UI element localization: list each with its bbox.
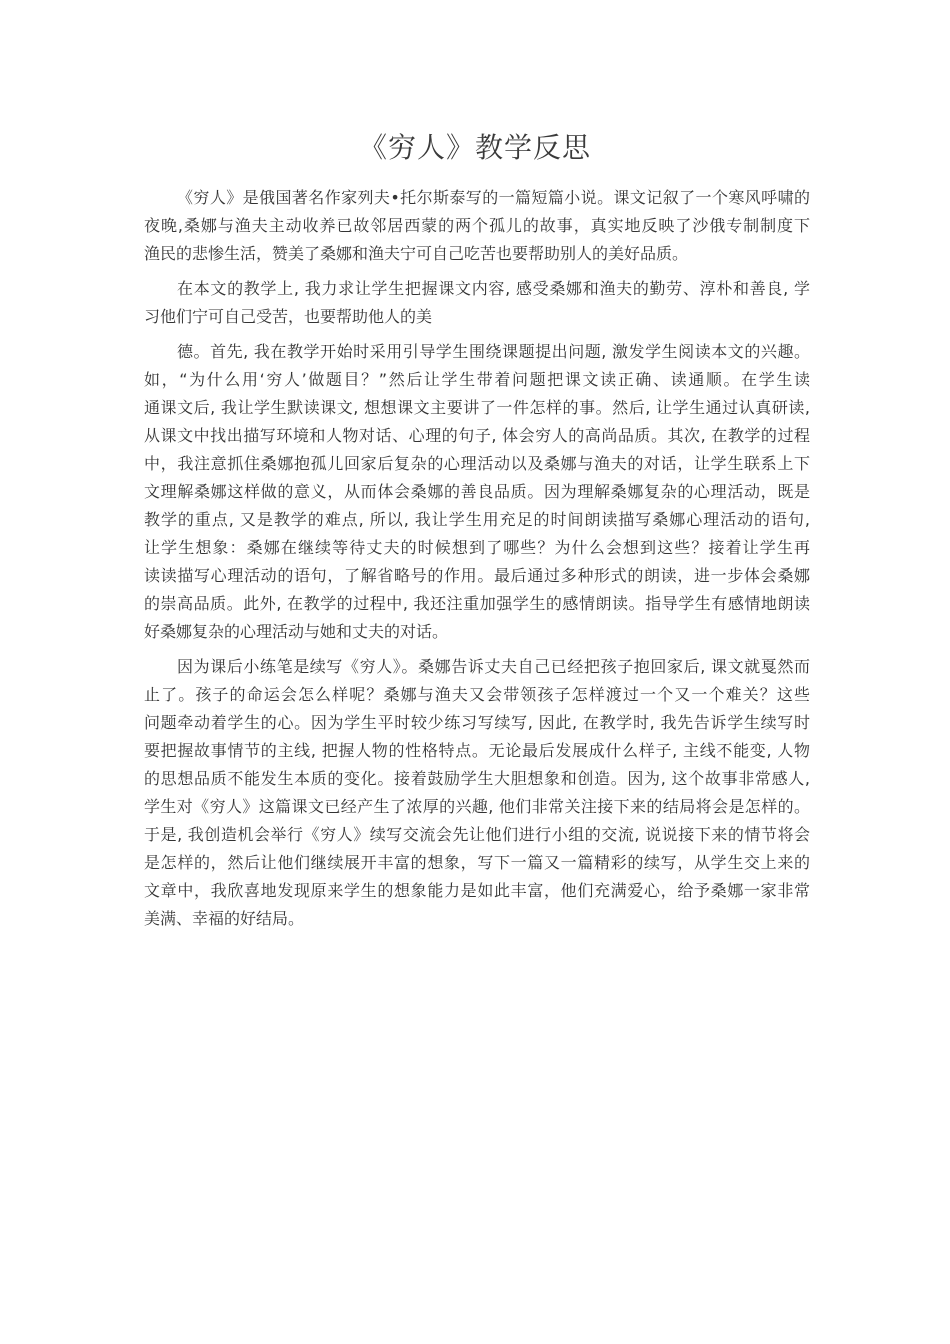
paragraph-3 [144,338,810,646]
text-line: 好桑娜复杂的心理活动与她和丈夫的对话。 [144,622,449,641]
text-line: 于是, 我创造机会举行《穷人》续写交流会先让他们进行小组的交流, 说说接下来的情节将会 [144,825,810,844]
text-line: 德。首先, 我在教学开始时采用引导学生围绕课题提出问题, 激发学生阅读本文的兴趣。 [177,342,810,361]
text-line: 中，我注意抓住桑娜抱孤儿回家后复杂的心理活动以及桑娜与渔夫的对话，让学生联系上下 [144,454,810,473]
text-line: 习他们宁可自己受苦，也要帮助他人的美 [144,307,433,326]
text-line: 通课文后, 我让学生默读课文, 想想课文主要讲了一件怎样的事。然后, 让学生通过认真研读, [144,398,810,417]
text-line: 美满、幸福的好结局。 [144,909,305,928]
text-line: 在本文的教学上, 我力求让学生把握课文内容, 感受桑娜和渔夫的勤劳、淳朴和善良, 学 [177,279,810,298]
text-line: 止了。孩子的命运会怎么样呢？桑娜与渔夫又会带领孩子怎样渡过一个又一个难关？这些 [144,685,810,704]
text-line: 文理解桑娜这样做的意义，从而体会桑娜的善良品质。因为理解桑娜复杂的心理活动，既是 [144,482,810,501]
text-line: 从课文中找出描写环境和人物对话、心理的句子, 体会穷人的高尚品质。其次, 在教学的过程 [144,426,810,445]
paragraph-4 [144,653,810,933]
text-line: 如，“为什么用‘穷人’做题目？”然后让学生带着问题把课文读正确、读通顺。在学生读 [144,370,810,389]
text-line: 要把握故事情节的主线, 把握人物的性格特点。无论最后发展成什么样子, 主线不能变, 人物 [144,741,810,760]
text-line: 让学生想象：桑娜在继续等待丈夫的时候想到了哪些？为什么会想到这些？接着让学生再 [144,538,810,557]
text-line: 《穷人》是俄国著名作家列夫•托尔斯泰写的一篇短篇小说。课文记叙了一个寒风呼啸的 [177,188,810,207]
paragraph-2 [144,275,810,331]
text-line: 问题牵动着学生的心。因为学生平时较少练习写续写, 因此, 在教学时, 我先告诉学生续写时 [144,713,810,732]
text-line: 因为课后小练笔是续写《穷人》。桑娜告诉丈夫自己已经把孩子抱回家后, 课文就戛然而 [177,657,810,676]
text-line: 文章中，我欣喜地发现原来学生的想象能力是如此丰富，他们充满爱心，给予桑娜一家非常 [144,881,810,900]
text-line: 教学的重点, 又是教学的难点, 所以, 我让学生用充足的时间朗读描写桑娜心理活动的语句, [144,510,810,529]
document-title: 《穷人》教学反思 [358,131,591,164]
text-line: 的思想品质不能发生本质的变化。接着鼓励学生大胆想象和创造。因为, 这个故事非常感人, [144,769,810,788]
text-line: 是怎样的，然后让他们继续展开丰富的想象，写下一篇又一篇精彩的续写，从学生交上来的 [144,853,810,872]
text-line: 读读描写心理活动的语句，了解省略号的作用。最后通过多种形式的朗读，进一步体会桑娜 [144,566,810,585]
text-line: 的崇高品质。此外, 在教学的过程中, 我还注重加强学生的感情朗读。指导学生有感情地朗读 [144,594,810,613]
paragraph-1 [144,184,810,268]
text-line: 夜晚,桑娜与渔夫主动收养已故邻居西蒙的两个孤儿的故事，真实地反映了沙俄专制制度下 [144,216,810,235]
text-line: 学生对《穷人》这篇课文已经产生了浓厚的兴趣, 他们非常关注接下来的结局将会是怎样的。 [144,797,810,816]
text-line: 渔民的悲惨生活，赞美了桑娜和渔夫宁可自己吃苦也要帮助别人的美好品质。 [144,244,689,263]
document-body [144,184,810,933]
